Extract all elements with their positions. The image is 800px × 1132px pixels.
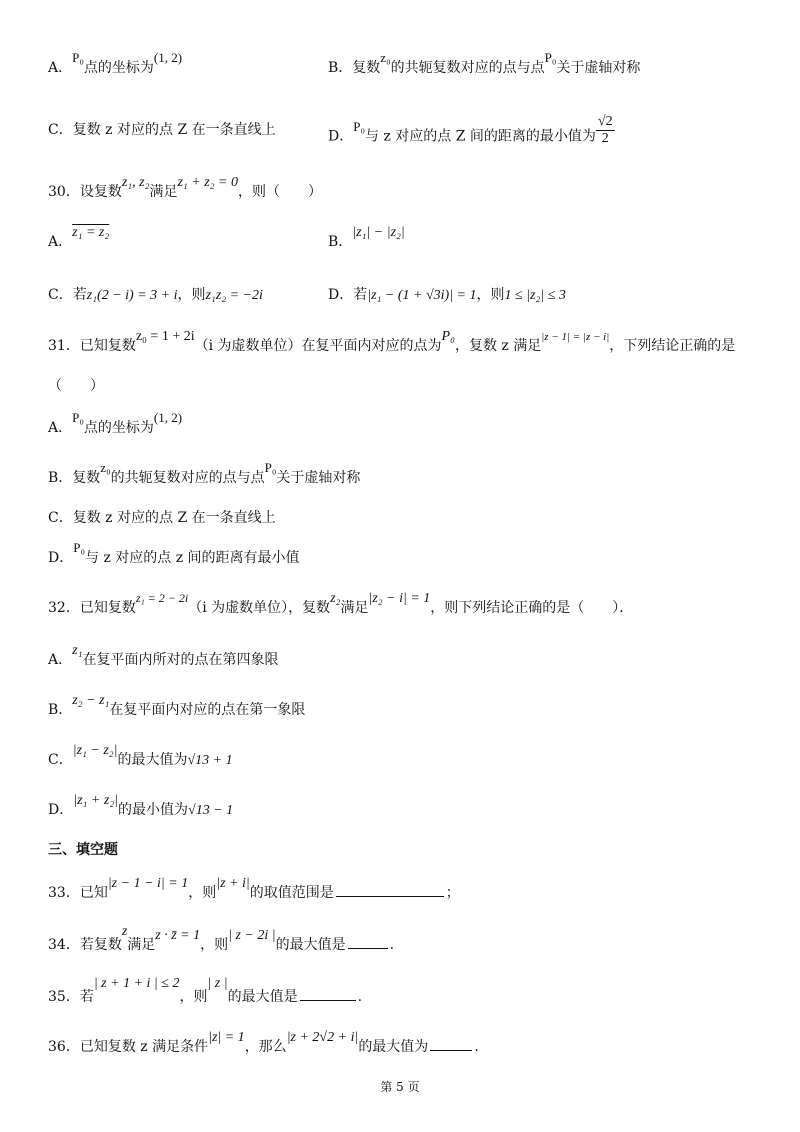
q32-stem: 32．已知复数z₁ = 2 − 2i（i 为虚数单位），复数z₂满足|z₂ − i| = 1，则下列结论正确的是（ ）． xyxy=(48,591,634,616)
q31-stem: 31．已知复数z₀ = 1 + 2i（i 为虚数单位）在复平面内对应的点为P₀，复数 z 满足$^{|z - 1| = |z - i|}$，下列结论正确的是 xyxy=(48,329,736,354)
section-title-fill-in: 三、填空题 xyxy=(48,842,118,858)
q35-answer-blank[interactable] xyxy=(300,986,356,1001)
page-number: 第 5 页 xyxy=(380,1080,420,1094)
q35: 35．若| z + 1 + i | ≤ 2，则| z |的最大值是 . xyxy=(48,976,363,1005)
q31-option-b: B．复数z₀的共轭复数对应的点与点P₀关于虚轴对称 xyxy=(48,460,361,486)
q32-option-a: A．z₁在复平面内所对的点在第四象限 xyxy=(48,643,279,668)
q34: 34．若复数z满足z · z̄ = 1，则| z − 2i |的最大值是 . xyxy=(48,924,395,953)
q30-option-b: B．|z₁| − |z₂| xyxy=(328,225,405,250)
q30-option-c: C．若z₁(2 − i) = 3 + i，则z₁z₂ = −2i xyxy=(48,287,263,303)
q32-option-d: D．|z₁ + z₂|的最小值为√13 − 1 xyxy=(48,793,234,818)
q29-option-b: B．复数z₀的共轭复数对应的点与点P₀关于虚轴对称 xyxy=(328,50,641,76)
q31-paren: （ ） xyxy=(48,378,104,394)
q29-option-c: C．复数 z 对应的点 Z 在一条直线上 xyxy=(48,122,276,138)
q36: 36．已知复数 z 满足条件|z| = 1，那么|z + 2√2 + i|的最大值为 . xyxy=(48,1030,479,1055)
q33-answer-blank[interactable] xyxy=(336,882,444,897)
q32-option-c: C．|z₁ − z₂|的最大值为√13 + 1 xyxy=(48,743,233,768)
q30-stem: 30．设复数z₁, z₂满足z₁ + z₂ = 0，则（ ） xyxy=(48,175,322,200)
q29-option-a: A．P₀点的坐标为(1, 2) xyxy=(48,50,183,76)
q34-answer-blank[interactable] xyxy=(348,934,388,949)
q29-option-d: D．P₀与 z 对应的点 Z 间的距离的最小值为 $\frac{√2}{2}$ xyxy=(328,114,613,146)
q36-answer-blank[interactable] xyxy=(430,1036,472,1051)
q32-option-b: B．z₂ − z₁在复平面内对应的点在第一象限 xyxy=(48,693,306,718)
q31-option-c: C．复数 z 对应的点 Z 在一条直线上 xyxy=(48,510,276,526)
q31-option-a: A．P₀点的坐标为(1, 2) xyxy=(48,410,183,436)
q33: 33．已知|z − 1 − i| = 1，则|z + i|的取值范围是 ； xyxy=(48,876,460,901)
fraction-sqrt2-over-2: $\frac{√2}{2}$ xyxy=(597,114,613,146)
q31-option-d: D．P₀与 z 对应的点 z 间的距离有最小值 xyxy=(48,540,300,566)
q30-option-a: A．z₁ = z₂ xyxy=(48,225,110,250)
q30-option-d: D．若|z₁ − (1 + √3i)| = 1，则1 ≤ |z₂| ≤ 3 xyxy=(328,287,566,303)
